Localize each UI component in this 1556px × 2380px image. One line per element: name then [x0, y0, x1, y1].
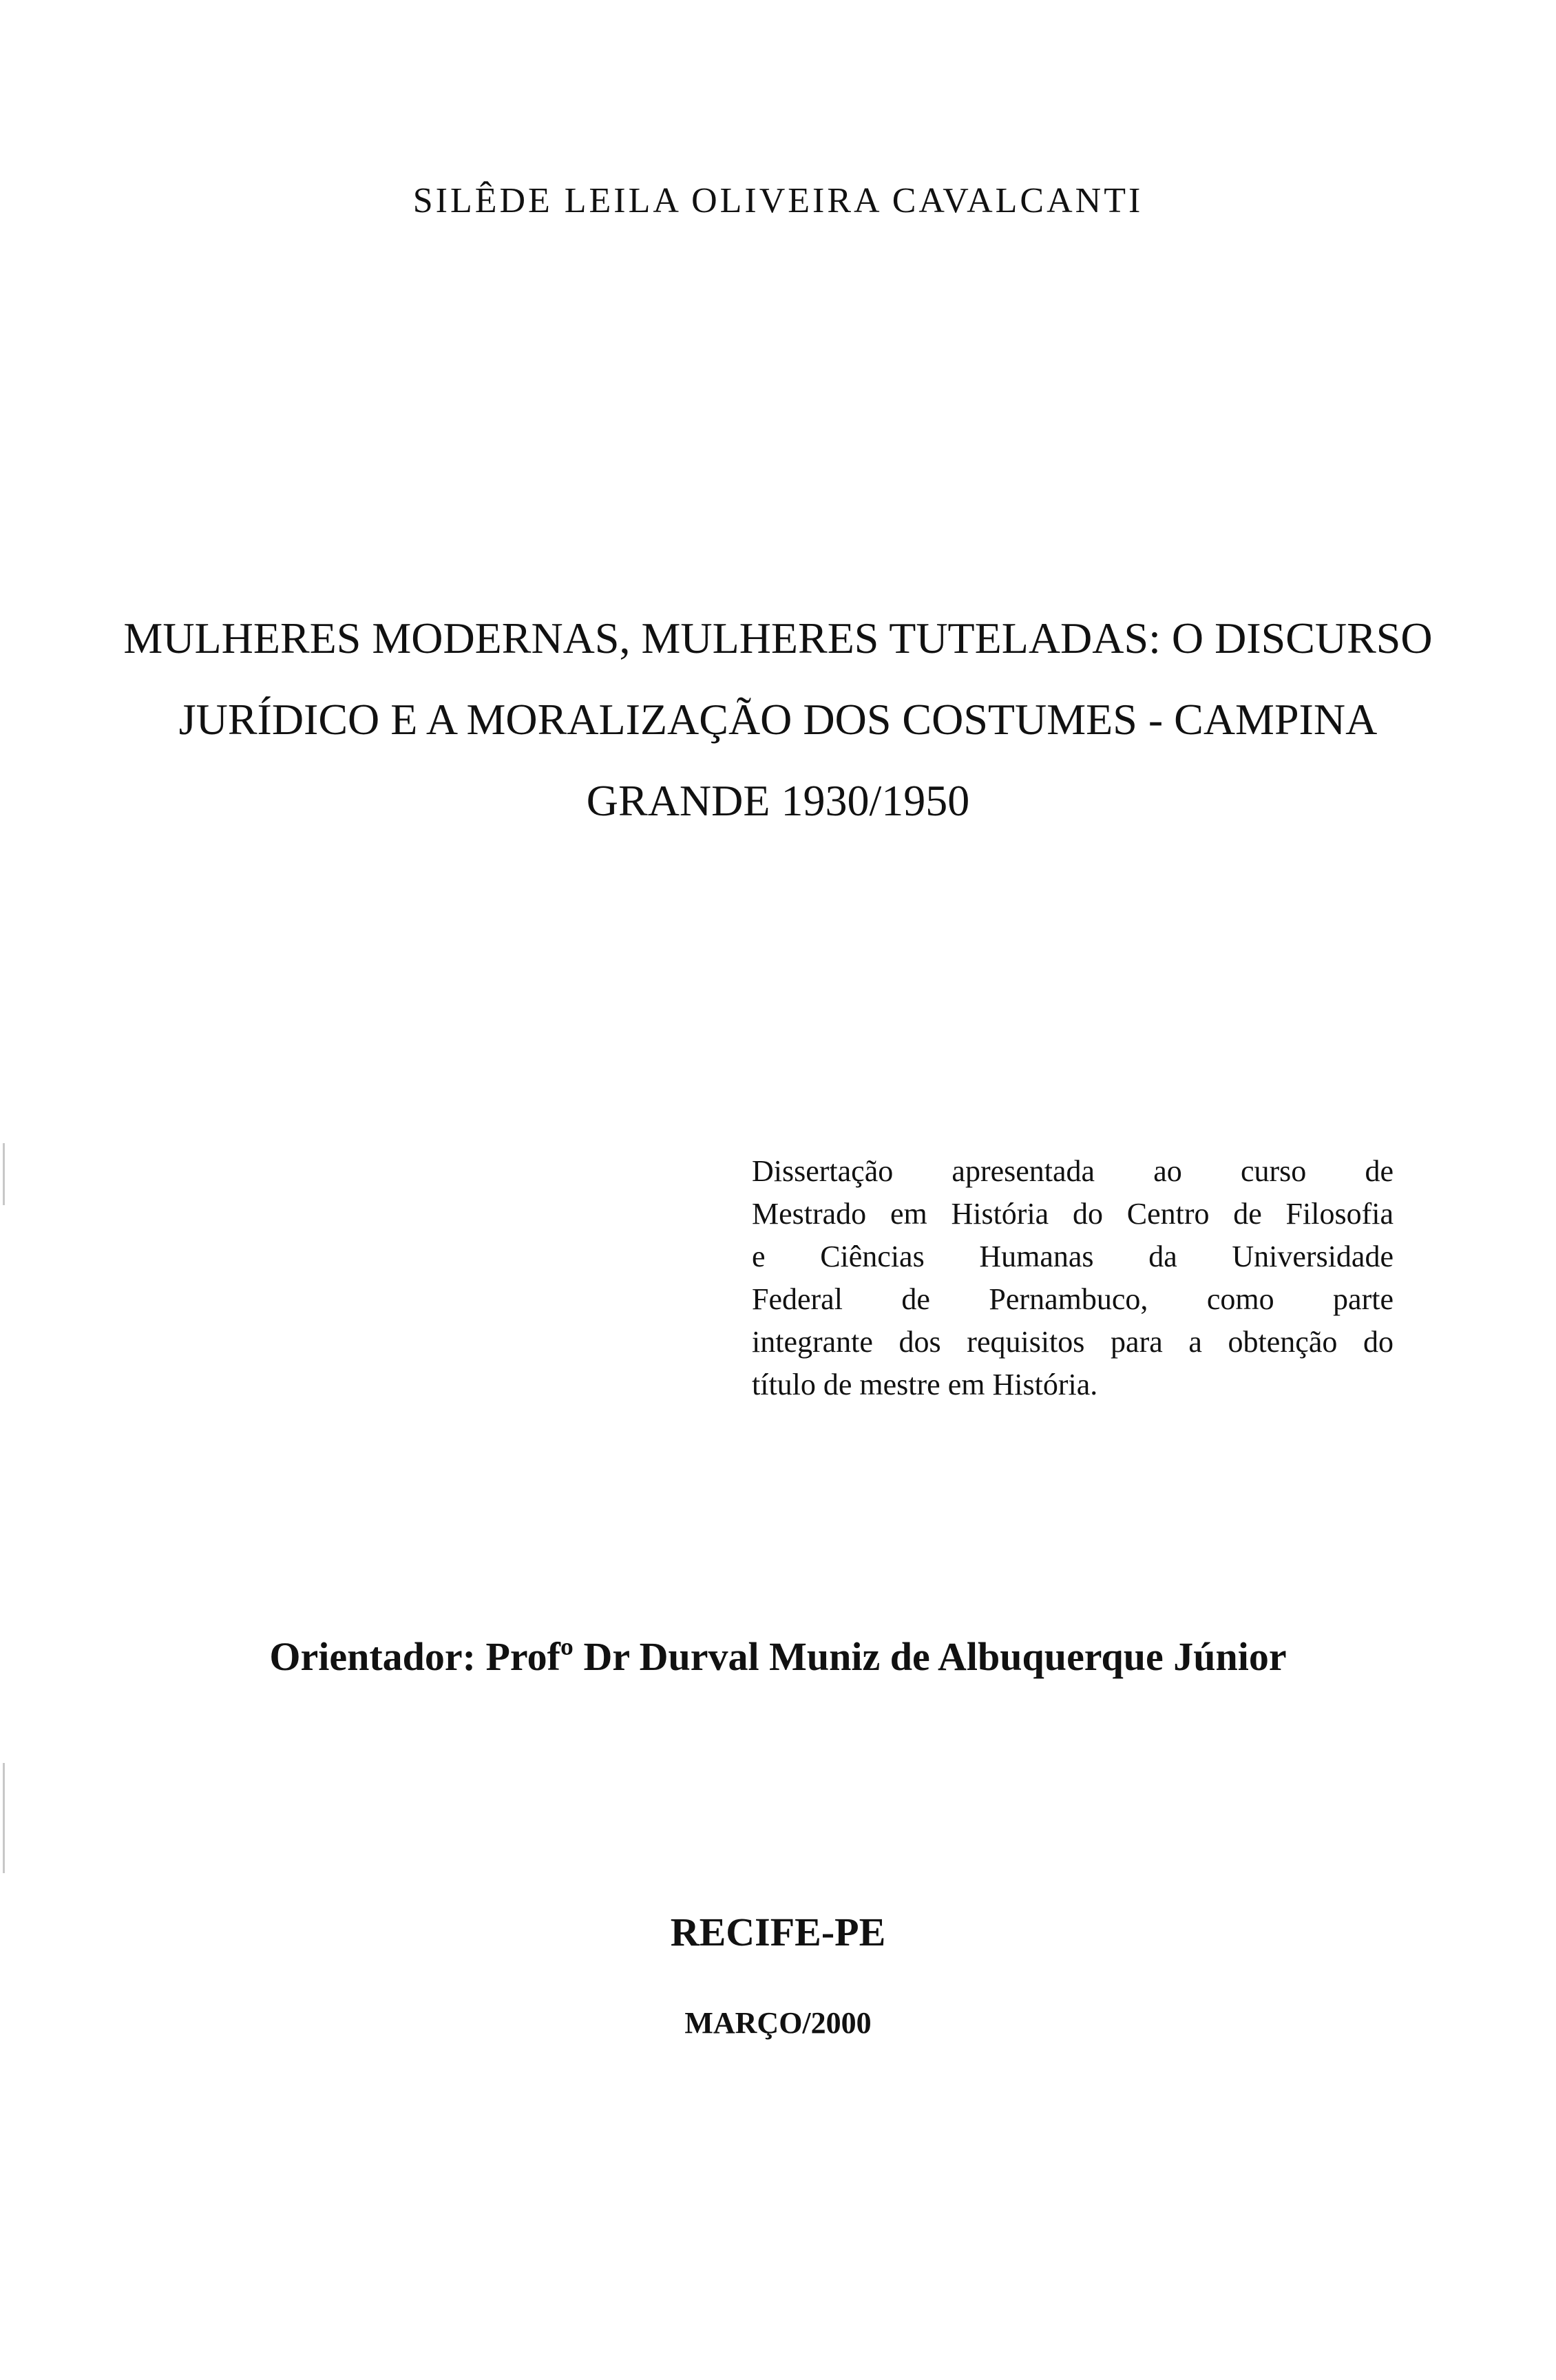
advisor-line: Orientador: Profº Dr Durval Muniz de Albuquerque Júnior	[269, 1634, 1287, 1679]
dissertation-title	[41, 598, 1515, 842]
dissertation-description	[752, 1150, 1394, 1406]
description-line-6: título de mestre em História.	[752, 1368, 1098, 1401]
description-line-3: e Ciências Humanas da Universidade	[752, 1240, 1394, 1273]
description-line-1: Dissertação apresentada ao curso de	[752, 1154, 1394, 1188]
description-line-2: Mestrado em História do Centro de Filosofia	[752, 1197, 1394, 1231]
title-line-3: GRANDE 1930/1950	[586, 776, 970, 825]
scan-artifact	[3, 1763, 5, 1873]
title-line-1: MULHERES MODERNAS, MULHERES TUTELADAS: O DISCURSO	[123, 614, 1433, 662]
scan-artifact	[3, 1143, 5, 1205]
author-name: SILÊDE LEILA OLIVEIRA CAVALCANTI	[412, 181, 1144, 220]
date: MARÇO/2000	[684, 2006, 872, 2040]
city: RECIFE-PE	[670, 1910, 886, 1954]
description-line-5: integrante dos requisitos para a obtenção do	[752, 1325, 1394, 1359]
title-line-2: JURÍDICO E A MORALIZAÇÃO DOS COSTUMES - CAMPINA	[178, 695, 1378, 744]
description-line-4: Federal de Pernambuco, como parte	[752, 1282, 1394, 1316]
